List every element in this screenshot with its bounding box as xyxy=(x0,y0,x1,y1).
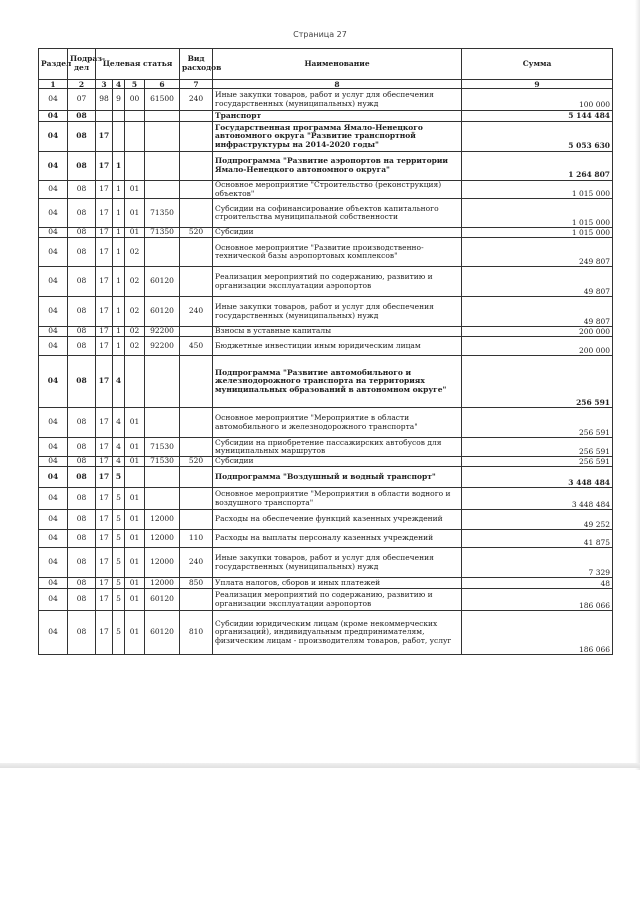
cell-name: Субсидии юридическим лицам (кроме некоммерческих организаций), индивидуальным предпринимателям, физическим лицам - производителям товаров, работ, услуг xyxy=(213,611,462,655)
cell-c4 xyxy=(145,408,180,438)
cell-c4: 92200 xyxy=(145,337,180,356)
cell-v xyxy=(180,589,213,611)
cell-p: 08 xyxy=(68,589,96,611)
cell-v xyxy=(180,356,213,408)
cell-c3: 01 xyxy=(125,530,145,548)
cell-name: Иные закупки товаров, работ и услуг для обеспечения государственных (муниципальных) нужд xyxy=(213,297,462,327)
cell-sum: 49 252 xyxy=(462,510,613,530)
cell-sum: 5 053 630 xyxy=(462,122,613,152)
cell-c3: 02 xyxy=(125,327,145,337)
table-row xyxy=(39,457,613,467)
cell-r: 04 xyxy=(39,267,68,297)
header-row xyxy=(39,49,613,80)
cell-c3: 01 xyxy=(125,548,145,578)
cell-c3: 02 xyxy=(125,297,145,327)
cell-r: 04 xyxy=(39,578,68,589)
cell-p: 08 xyxy=(68,408,96,438)
cell-c1: 17 xyxy=(96,297,113,327)
cell-v xyxy=(180,467,213,488)
cell-c4: 71530 xyxy=(145,438,180,457)
cell-name: Подпрограмма "Развитие автомобильного и железнодорожного транспорта на территориях муниципальных образований в автономном округе" xyxy=(213,356,462,408)
table-body xyxy=(39,89,613,655)
cell-c3 xyxy=(125,467,145,488)
cell-c1: 17 xyxy=(96,438,113,457)
cell-v xyxy=(180,152,213,181)
cell-c2: 1 xyxy=(113,238,125,267)
cell-c1: 17 xyxy=(96,548,113,578)
cell-sum: 48 xyxy=(462,578,613,589)
cell-name: Взносы в уставные капиталы xyxy=(213,327,462,337)
header-razdel: Раздел xyxy=(39,49,68,80)
table-row xyxy=(39,611,613,655)
column-number-row xyxy=(39,80,613,89)
cell-c2: 1 xyxy=(113,228,125,238)
cell-v xyxy=(180,199,213,228)
cell-p: 08 xyxy=(68,611,96,655)
cell-sum: 3 448 484 xyxy=(462,488,613,510)
cell-p: 08 xyxy=(68,327,96,337)
cell-c2 xyxy=(113,111,125,122)
cell-v xyxy=(180,238,213,267)
cell-c4: 12000 xyxy=(145,578,180,589)
cell-p: 08 xyxy=(68,457,96,467)
cell-name: Подпрограмма "Воздушный и водный транспорт" xyxy=(213,467,462,488)
table-row xyxy=(39,238,613,267)
table-row xyxy=(39,589,613,611)
cell-r: 04 xyxy=(39,122,68,152)
cell-c2: 5 xyxy=(113,611,125,655)
cell-sum: 49 807 xyxy=(462,297,613,327)
cell-r: 04 xyxy=(39,467,68,488)
cell-c3: 01 xyxy=(125,408,145,438)
cell-c2: 1 xyxy=(113,267,125,297)
cell-c2: 5 xyxy=(113,510,125,530)
cell-p: 08 xyxy=(68,122,96,152)
cell-c1: 17 xyxy=(96,199,113,228)
cell-c1 xyxy=(96,111,113,122)
table-row xyxy=(39,467,613,488)
cell-c4 xyxy=(145,356,180,408)
cell-p: 08 xyxy=(68,228,96,238)
cell-name: Транспорт xyxy=(213,111,462,122)
cell-c3: 01 xyxy=(125,438,145,457)
cell-sum: 49 807 xyxy=(462,267,613,297)
cell-p: 08 xyxy=(68,356,96,408)
cell-c1: 17 xyxy=(96,408,113,438)
cell-c1: 17 xyxy=(96,467,113,488)
cell-c4 xyxy=(145,122,180,152)
table-row xyxy=(39,337,613,356)
column-number: 1 xyxy=(39,80,68,89)
cell-v xyxy=(180,122,213,152)
cell-v: 520 xyxy=(180,457,213,467)
column-number: 5 xyxy=(125,80,145,89)
cell-sum: 1 015 000 xyxy=(462,199,613,228)
cell-c2: 9 xyxy=(113,89,125,111)
cell-v: 810 xyxy=(180,611,213,655)
cell-c3 xyxy=(125,122,145,152)
cell-name: Субсидии на приобретение пассажирских автобусов для муниципальных маршрутов xyxy=(213,438,462,457)
column-number: 6 xyxy=(145,80,180,89)
cell-v xyxy=(180,438,213,457)
cell-name: Иные закупки товаров, работ и услуг для обеспечения государственных (муниципальных) нужд xyxy=(213,89,462,111)
cell-c3: 01 xyxy=(125,589,145,611)
cell-sum: 256 591 xyxy=(462,438,613,457)
cell-c4 xyxy=(145,488,180,510)
table-row xyxy=(39,228,613,238)
cell-sum: 200 000 xyxy=(462,337,613,356)
cell-v xyxy=(180,488,213,510)
cell-sum: 7 329 xyxy=(462,548,613,578)
cell-name: Основное мероприятие "Развитие производственно-технической базы аэропортовых комплексов" xyxy=(213,238,462,267)
cell-r: 04 xyxy=(39,488,68,510)
cell-v xyxy=(180,181,213,199)
cell-c2: 5 xyxy=(113,488,125,510)
cell-c3: 02 xyxy=(125,337,145,356)
cell-name: Основное мероприятие "Строительство (реконструкция) объектов" xyxy=(213,181,462,199)
cell-c3 xyxy=(125,356,145,408)
cell-p: 08 xyxy=(68,181,96,199)
cell-p: 08 xyxy=(68,438,96,457)
cell-name: Подпрограмма "Развитие аэропортов на территории Ямало-Ненецкого автономного округа" xyxy=(213,152,462,181)
cell-sum: 1 264 807 xyxy=(462,152,613,181)
cell-c4 xyxy=(145,238,180,267)
cell-p: 08 xyxy=(68,548,96,578)
cell-r: 04 xyxy=(39,530,68,548)
cell-sum: 256 591 xyxy=(462,457,613,467)
cell-name: Основное мероприятие "Мероприятие в области автомобильного и железнодорожного транспорта" xyxy=(213,408,462,438)
cell-r: 04 xyxy=(39,611,68,655)
cell-c3 xyxy=(125,111,145,122)
cell-r: 04 xyxy=(39,408,68,438)
cell-c4 xyxy=(145,181,180,199)
cell-name: Уплата налогов, сборов и иных платежей xyxy=(213,578,462,589)
cell-name: Субсидии xyxy=(213,228,462,238)
cell-c4: 71350 xyxy=(145,199,180,228)
cell-c4: 12000 xyxy=(145,548,180,578)
cell-name: Субсидии xyxy=(213,457,462,467)
cell-r: 04 xyxy=(39,238,68,267)
cell-name: Расходы на выплаты персоналу казенных учреждений xyxy=(213,530,462,548)
cell-c1: 17 xyxy=(96,327,113,337)
cell-c3: 02 xyxy=(125,267,145,297)
cell-c1: 17 xyxy=(96,181,113,199)
cell-c4: 60120 xyxy=(145,267,180,297)
cell-p: 08 xyxy=(68,152,96,181)
cell-c2: 1 xyxy=(113,327,125,337)
cell-c2: 4 xyxy=(113,438,125,457)
header-podrazdel: Подраз- дел xyxy=(68,49,96,80)
cell-r: 04 xyxy=(39,337,68,356)
cell-c2: 1 xyxy=(113,199,125,228)
cell-c4: 92200 xyxy=(145,327,180,337)
cell-c3: 01 xyxy=(125,578,145,589)
cell-c2: 5 xyxy=(113,548,125,578)
column-number: 7 xyxy=(180,80,213,89)
cell-r: 04 xyxy=(39,327,68,337)
cell-p: 08 xyxy=(68,238,96,267)
cell-r: 04 xyxy=(39,199,68,228)
cell-c4: 71350 xyxy=(145,228,180,238)
cell-p: 08 xyxy=(68,488,96,510)
table-row xyxy=(39,327,613,337)
cell-c2: 4 xyxy=(113,356,125,408)
column-number: 8 xyxy=(213,80,462,89)
table-row xyxy=(39,356,613,408)
table-row xyxy=(39,122,613,152)
cell-c3: 01 xyxy=(125,457,145,467)
cell-c2: 4 xyxy=(113,408,125,438)
cell-r: 04 xyxy=(39,356,68,408)
column-number: 4 xyxy=(113,80,125,89)
table-row xyxy=(39,488,613,510)
cell-c3: 00 xyxy=(125,89,145,111)
header-sum: Сумма xyxy=(462,49,613,80)
cell-v: 110 xyxy=(180,530,213,548)
cell-r: 04 xyxy=(39,457,68,467)
cell-c3: 01 xyxy=(125,611,145,655)
cell-c1: 17 xyxy=(96,589,113,611)
cell-c2: 5 xyxy=(113,578,125,589)
cell-sum: 5 144 484 xyxy=(462,111,613,122)
table-row xyxy=(39,181,613,199)
cell-sum: 186 066 xyxy=(462,611,613,655)
cell-sum: 100 000 xyxy=(462,89,613,111)
table-row xyxy=(39,199,613,228)
cell-p: 08 xyxy=(68,510,96,530)
cell-c1: 17 xyxy=(96,356,113,408)
cell-r: 04 xyxy=(39,589,68,611)
cell-c1: 17 xyxy=(96,267,113,297)
budget-table xyxy=(38,48,613,655)
cell-c3: 01 xyxy=(125,181,145,199)
cell-p: 08 xyxy=(68,530,96,548)
cell-p: 08 xyxy=(68,297,96,327)
cell-c1: 17 xyxy=(96,337,113,356)
cell-c4: 61500 xyxy=(145,89,180,111)
table-row xyxy=(39,510,613,530)
table-row xyxy=(39,152,613,181)
cell-c1: 17 xyxy=(96,228,113,238)
cell-c4: 60120 xyxy=(145,589,180,611)
cell-c2: 4 xyxy=(113,457,125,467)
cell-name: Реализация мероприятий по содержанию, развитию и организации эксплуатации аэропортов xyxy=(213,267,462,297)
table-row xyxy=(39,438,613,457)
cell-r: 04 xyxy=(39,111,68,122)
cell-v xyxy=(180,327,213,337)
table-row xyxy=(39,548,613,578)
cell-c3: 02 xyxy=(125,238,145,267)
cell-r: 04 xyxy=(39,438,68,457)
table-row xyxy=(39,89,613,111)
cell-c1: 17 xyxy=(96,122,113,152)
cell-c4: 60120 xyxy=(145,611,180,655)
cell-r: 04 xyxy=(39,297,68,327)
cell-r: 04 xyxy=(39,548,68,578)
cell-c4 xyxy=(145,152,180,181)
cell-c2 xyxy=(113,122,125,152)
cell-c1: 17 xyxy=(96,152,113,181)
cell-r: 04 xyxy=(39,510,68,530)
cell-name: Иные закупки товаров, работ и услуг для обеспечения государственных (муниципальных) нужд xyxy=(213,548,462,578)
cell-c3: 01 xyxy=(125,488,145,510)
cell-v: 450 xyxy=(180,337,213,356)
cell-v xyxy=(180,510,213,530)
cell-p: 08 xyxy=(68,337,96,356)
cell-sum: 256 591 xyxy=(462,356,613,408)
table-row xyxy=(39,408,613,438)
cell-sum: 1 015 000 xyxy=(462,181,613,199)
cell-c1: 17 xyxy=(96,457,113,467)
cell-c4: 12000 xyxy=(145,510,180,530)
header-target-article: Целевая статья xyxy=(96,49,180,80)
cell-v: 520 xyxy=(180,228,213,238)
cell-c1: 17 xyxy=(96,530,113,548)
cell-name: Субсидии на софинансирование объектов капитального строительства муниципальной собственности xyxy=(213,199,462,228)
cell-sum: 41 875 xyxy=(462,530,613,548)
cell-c4: 12000 xyxy=(145,530,180,548)
scan-edge-right xyxy=(635,0,640,770)
header-name: Наименование xyxy=(213,49,462,80)
column-number: 2 xyxy=(68,80,96,89)
cell-v: 240 xyxy=(180,297,213,327)
cell-c1: 17 xyxy=(96,611,113,655)
cell-name: Государственная программа Ямало-Ненецкого автономного округа "Развитие транспортной инфраструктуры на 2014-2020 годы" xyxy=(213,122,462,152)
cell-c2: 5 xyxy=(113,530,125,548)
cell-c2: 5 xyxy=(113,589,125,611)
cell-p: 08 xyxy=(68,199,96,228)
column-number: 3 xyxy=(96,80,113,89)
cell-r: 04 xyxy=(39,152,68,181)
cell-c3 xyxy=(125,152,145,181)
cell-v: 850 xyxy=(180,578,213,589)
cell-c4 xyxy=(145,111,180,122)
cell-name: Расходы на обеспечение функций казенных учреждений xyxy=(213,510,462,530)
cell-sum: 200 000 xyxy=(462,327,613,337)
cell-c4: 60120 xyxy=(145,297,180,327)
cell-c3: 01 xyxy=(125,228,145,238)
cell-v xyxy=(180,408,213,438)
cell-r: 04 xyxy=(39,228,68,238)
cell-p: 08 xyxy=(68,267,96,297)
page-number: Страница 27 xyxy=(293,30,347,39)
cell-c2: 1 xyxy=(113,297,125,327)
cell-name: Бюджетные инвестиции иным юридическим лицам xyxy=(213,337,462,356)
scan-edge-bottom xyxy=(0,763,640,768)
cell-sum: 249 807 xyxy=(462,238,613,267)
cell-sum: 186 066 xyxy=(462,589,613,611)
cell-sum: 3 448 484 xyxy=(462,467,613,488)
table-row xyxy=(39,530,613,548)
cell-c1: 17 xyxy=(96,510,113,530)
table-row xyxy=(39,111,613,122)
cell-c3: 01 xyxy=(125,510,145,530)
cell-v: 240 xyxy=(180,548,213,578)
cell-p: 08 xyxy=(68,467,96,488)
cell-c1: 17 xyxy=(96,238,113,267)
cell-c2: 1 xyxy=(113,152,125,181)
column-number: 9 xyxy=(462,80,613,89)
cell-c1: 17 xyxy=(96,488,113,510)
cell-v xyxy=(180,267,213,297)
cell-c1: 98 xyxy=(96,89,113,111)
table-row xyxy=(39,578,613,589)
cell-sum: 1 015 000 xyxy=(462,228,613,238)
cell-p: 08 xyxy=(68,111,96,122)
cell-c1: 17 xyxy=(96,578,113,589)
cell-c2: 5 xyxy=(113,467,125,488)
cell-v: 240 xyxy=(180,89,213,111)
cell-c3: 01 xyxy=(125,199,145,228)
cell-c4: 71530 xyxy=(145,457,180,467)
table-row xyxy=(39,267,613,297)
cell-sum: 256 591 xyxy=(462,408,613,438)
cell-c2: 1 xyxy=(113,181,125,199)
cell-p: 08 xyxy=(68,578,96,589)
cell-r: 04 xyxy=(39,181,68,199)
cell-name: Реализация мероприятий по содержанию, развитию и организации эксплуатации аэропортов xyxy=(213,589,462,611)
cell-c2: 1 xyxy=(113,337,125,356)
cell-p: 07 xyxy=(68,89,96,111)
cell-c4 xyxy=(145,467,180,488)
header-expense-type: Вид расходов xyxy=(180,49,213,80)
cell-name: Основное мероприятие "Мероприятия в области водного и воздушного транспорта" xyxy=(213,488,462,510)
table-row xyxy=(39,297,613,327)
cell-v xyxy=(180,111,213,122)
cell-r: 04 xyxy=(39,89,68,111)
